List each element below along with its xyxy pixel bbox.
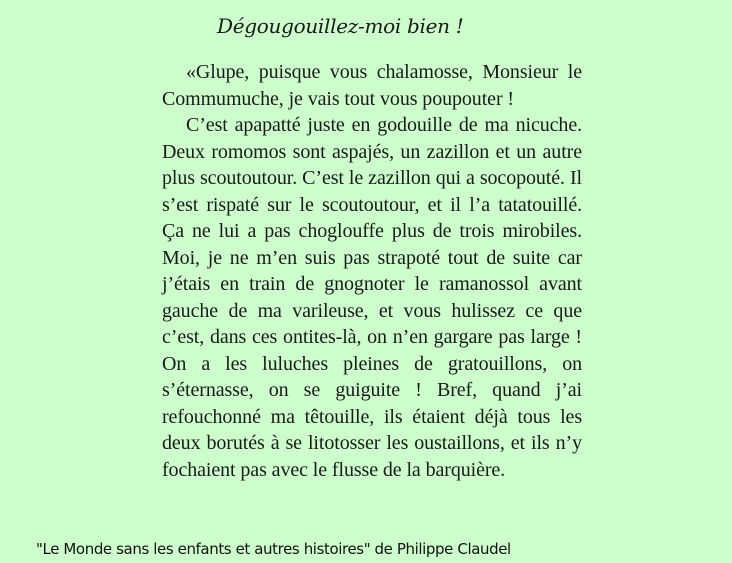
book-excerpt xyxy=(162,59,582,483)
page-title: Dégougouillez-moi bien ! xyxy=(217,14,464,38)
paragraph-1: «Glupe, puisque vous chalamosse, Monsieur le Commumuche, je vais tout vous poupouter ! xyxy=(162,61,582,110)
paragraph-2: C’est apapatté juste en godouille de ma nicuche. Deux romomos sont aspajés, un zazillon et un autre plus scoutoutour. C’est le zazillon qui a socopouté. Il s’est rispaté sur le scoutoutour, et il l’a tatatouillé. Ça ne lui a pas choglouffe plus de trois mirobiles. Moi, je ne m’en suis pas strapoté tout de suite car j’étais en train de gnognoter le ramanossol avant gauche de ma varileuse, et vous hulissez ce que c’est, dans ces ontites-là, on n’en gargare pas large ! On a les luluches pleines de gratouillons, on s’éternasse, on se guiguite ! Bref, quand j’ai refouchonné ma têtouille, ils étaient déjà tous les deux borutés à se litotosser les oustaillons, et ils n’y fochaient pas avec le flusse de la barquière. xyxy=(162,114,582,481)
source-caption: "Le Monde sans les enfants et autres histoires" de Philippe Claudel xyxy=(36,540,511,558)
